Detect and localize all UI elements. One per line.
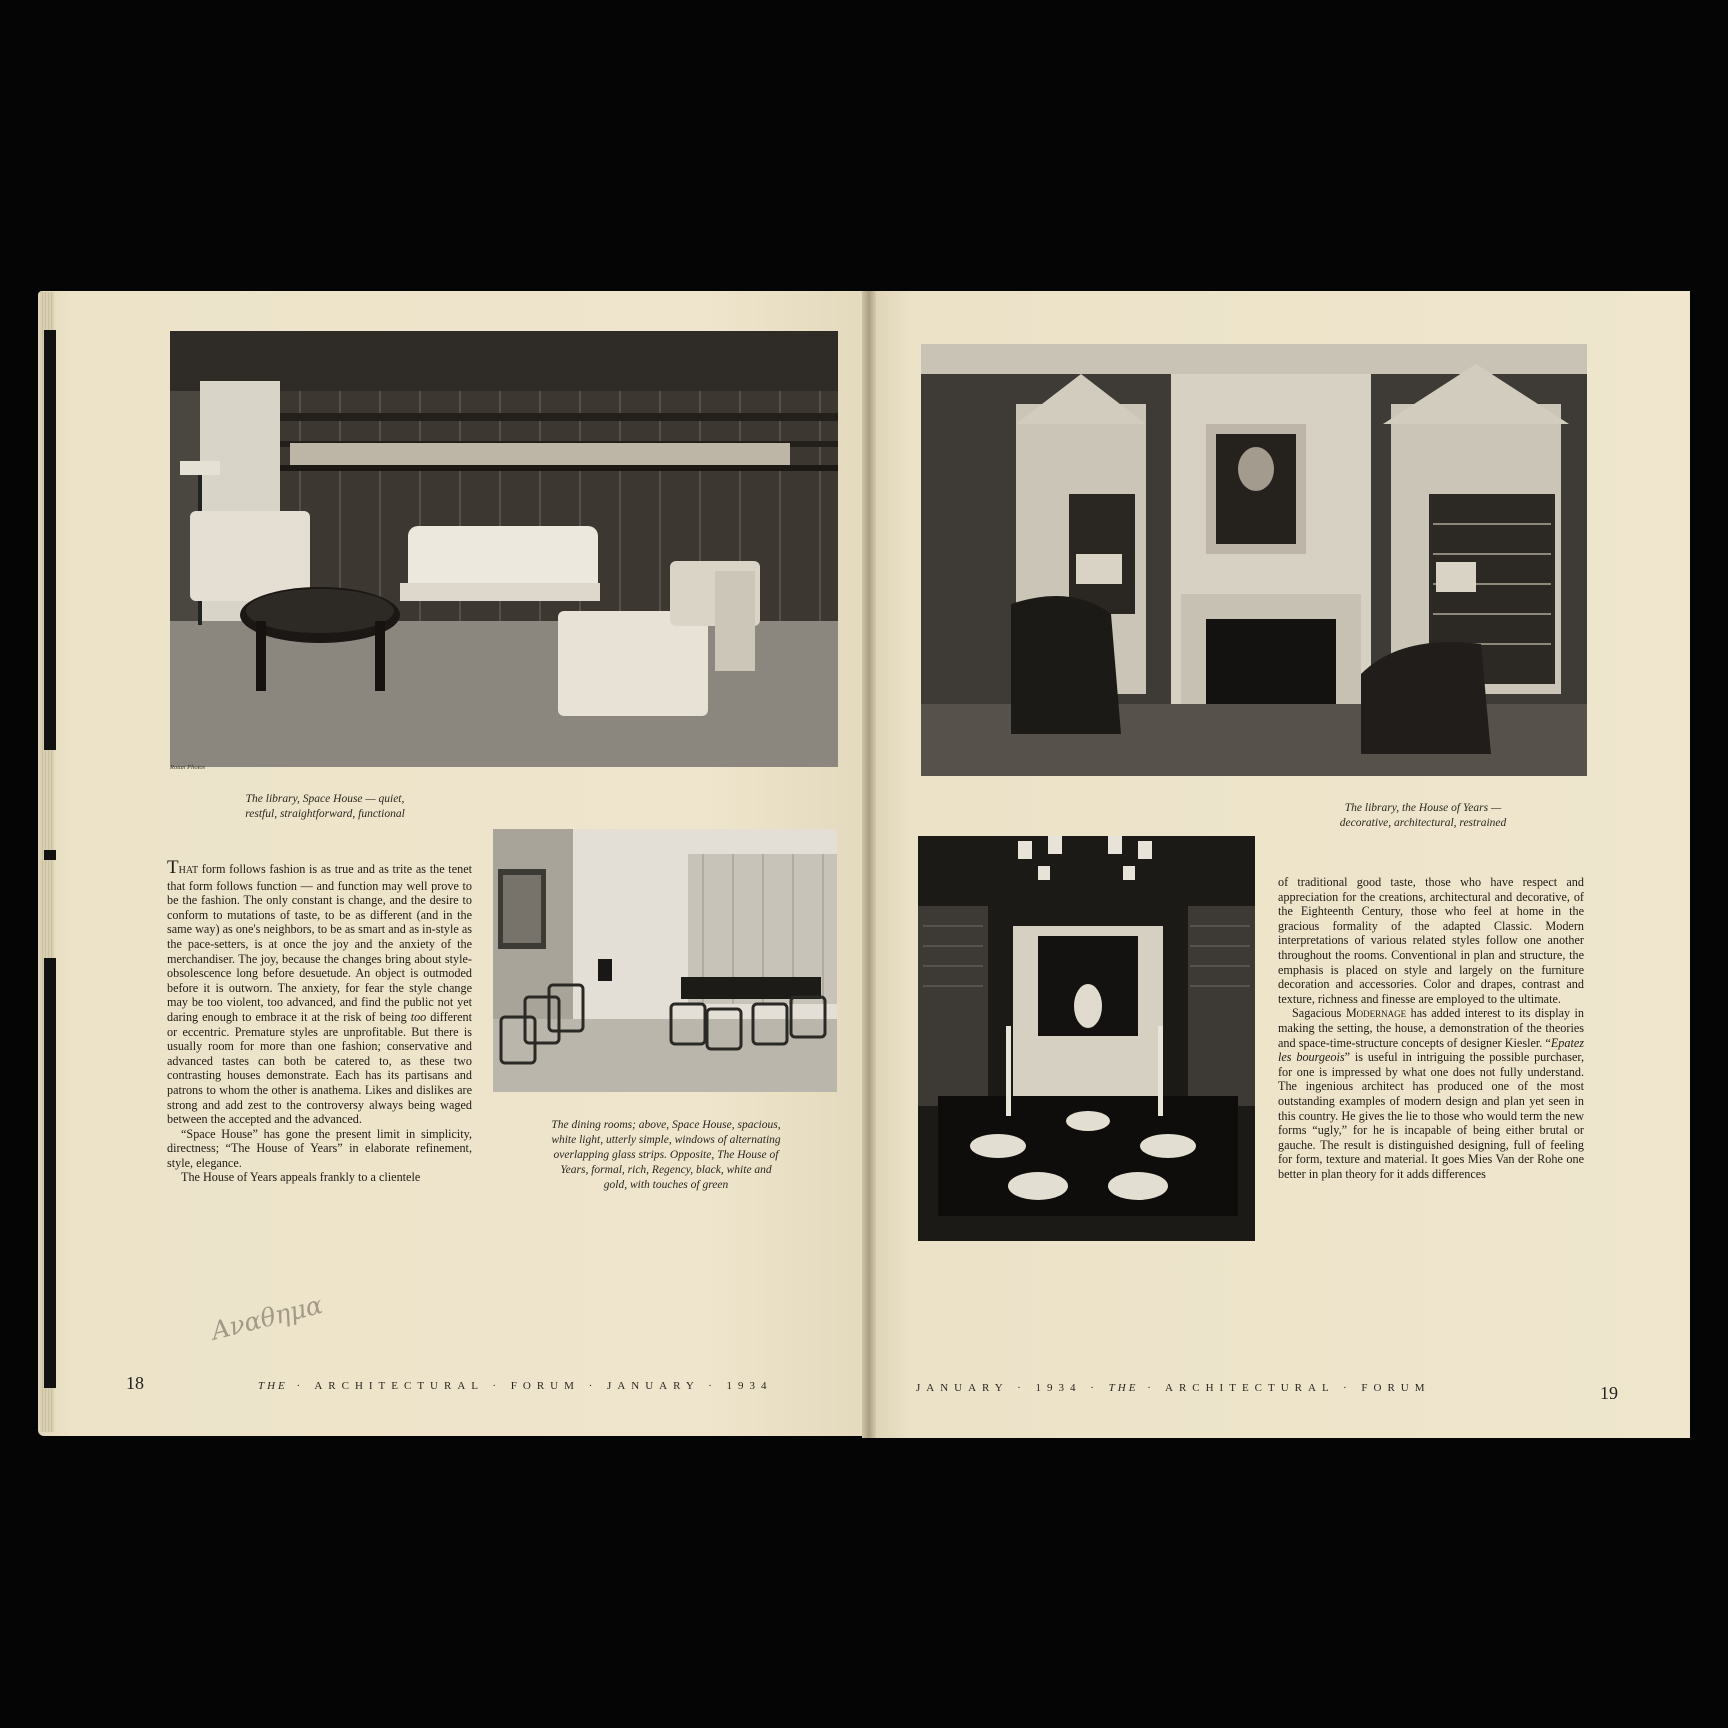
photo-credit: Rotan Photos <box>170 764 206 771</box>
edge-tab-mark <box>44 850 56 860</box>
emphasis-text: too <box>410 1009 427 1024</box>
footer-the: THE <box>258 1380 288 1392</box>
caption-line: The dining rooms; above, Space House, spacious, <box>551 1119 781 1131</box>
small-caps-name: Modernage <box>1345 1006 1407 1021</box>
caption-line: decorative, architectural, restrained <box>1339 817 1507 829</box>
caption-line: white light, utterly simple, windows of alternating <box>551 1134 781 1146</box>
small-caps-lead: HAT <box>178 865 199 876</box>
footer-the: THE <box>1108 1382 1139 1394</box>
photo-house-of-years-dining <box>918 836 1255 1241</box>
paragraph-text: has added interest to its display in making the setting, the house, a demonstration of the theories and space-time-structure concepts of designer Kiesler. “ <box>1278 1006 1584 1050</box>
paragraph-text: Sagacious <box>1292 1006 1346 1021</box>
paragraph: of traditional good taste, those who have respect and appreciation for the creations, architectural and decorative, of the Eighteenth Century, those who feel at home in the gracious formality of the adapted Classic. Modern interpretations of various related styles follow one another throughout the rooms. Conventional in plan and structure, the emphasis is placed on style and largely on the furniture decoration and accessories. Color and drapes, contrast and texture, richness and finesse are employed to the ultimate. <box>1278 875 1584 1006</box>
edge-tab-mark <box>44 330 56 750</box>
photo-house-of-years-library <box>921 344 1587 776</box>
paragraph-text: different or eccentric. Premature styles are unprofitable. But there is usually room for more than one fashion; conservative and advanced tastes can both be catered to, as these two contrasting houses demonstrate. Each has its partisans and patrons to whom the other is anathema. Likes and dislikes are strong and add zest to the controversy always being waged between the accepted and the advanced. <box>167 1009 472 1127</box>
caption-line: The library, Space House — quiet, <box>245 793 405 805</box>
paragraph-text: form follows fashion is as true and as trite as the tenet that form follows function — and function may well prove to be the fashion. The only constant is change, and the desire to conform to mutations of taste, to be as different (and in the same way) as one's neighbors, to be as smart and as in-style as the pace-setters, is at once the joy and the anxiety of the merchandiser. The joy, because the changes bring about style-obsolescence long before desuetude. An object is outmoded before it is outworn. The anxiety, for fear the style change may be too violent, too advanced, and find the public not yet daring enough to embrace it at the risk of being <box>167 862 472 1024</box>
paragraph-text: ” is useful in intriguing the possible purchaser, for one is impressed by what one does not fully understand. The ingenious architect has produced one of the most outstanding examples of modern design and plan yet seen in this country. He gives the lie to those who would term the new forms “ugly,” for he is incapable of being either brutal or gauche. The result is distinguished designing, full of feeling for form, texture and material. It goes Mies Van der Rohe one better in plan theory for it adds differences <box>1278 1050 1584 1181</box>
emphasis-text: Epatez les bourgeois <box>1278 1035 1584 1065</box>
running-footer-right <box>916 1382 1431 1394</box>
paragraph <box>1278 1006 1584 1181</box>
paragraph: The House of Years appeals frankly to a clientele <box>181 1170 421 1185</box>
footer-text: · ARCHITECTURAL · FORUM · JANUARY · 1934 <box>287 1380 773 1392</box>
caption-space-house-library <box>200 792 450 822</box>
footer-text: JANUARY · 1934 · <box>916 1382 1109 1394</box>
paragraph <box>167 857 472 1127</box>
caption-line: overlapping glass strips. Opposite, The House of <box>553 1149 779 1161</box>
caption-line: The library, the House of Years — <box>1344 802 1502 814</box>
left-body-text <box>167 857 472 1185</box>
footer-text: · ARCHITECTURAL · FORUM <box>1138 1382 1431 1394</box>
page-number-left: 18 <box>126 1373 144 1393</box>
running-footer-left <box>258 1380 773 1392</box>
handwritten-annotation: Αναθημα <box>208 1290 326 1346</box>
caption-line: gold, with touches of green <box>603 1179 729 1191</box>
paragraph: “Space House” has gone the present limit in simplicity, directness; “The House of Years” in elaborate refinement, style, elegance. <box>167 1126 472 1170</box>
caption-line: restful, straightforward, functional <box>245 808 405 820</box>
drop-cap: T <box>167 857 179 878</box>
right-body-text <box>1278 875 1584 1181</box>
caption-house-of-years-library <box>1303 801 1543 831</box>
spine-gutter <box>862 291 876 1438</box>
page-number-right: 19 <box>1600 1383 1618 1403</box>
caption-dining-rooms <box>535 1118 797 1193</box>
edge-tab-mark <box>44 958 56 1388</box>
caption-line: Years, formal, rich, Regency, black, white and <box>560 1164 772 1176</box>
photo-space-house-library <box>170 331 838 767</box>
photo-space-house-dining <box>493 829 837 1092</box>
